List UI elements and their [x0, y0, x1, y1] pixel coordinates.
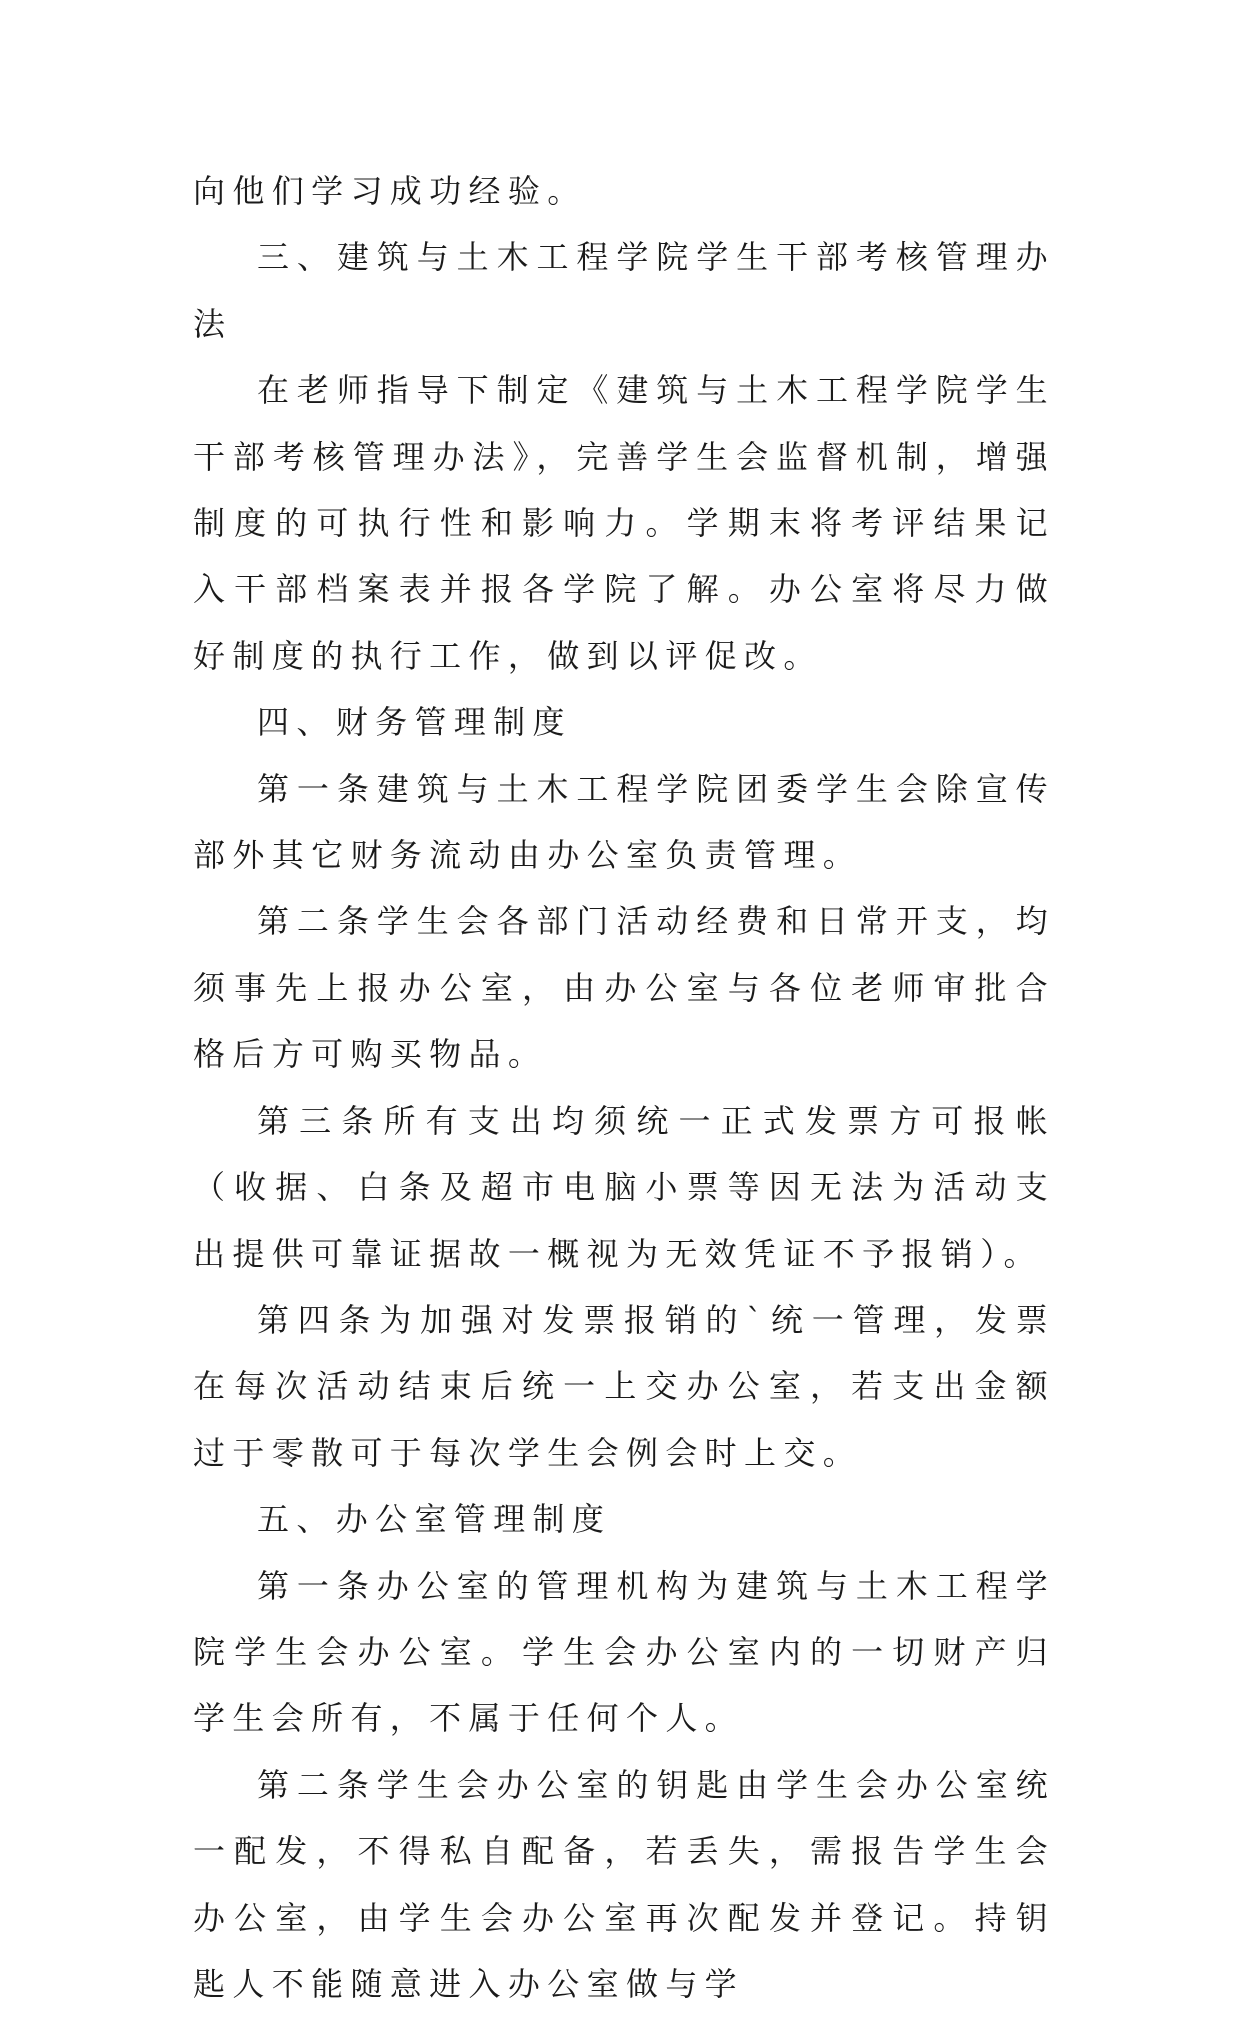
paragraph-continuation: 向他们学习成功经验。 [193, 172, 587, 210]
paragraph-assessment: 在老师指导下制定《建筑与土木工程学院学生干部考核管理办法》，完善学生会监督机制，增强制度的可执行性和影响力。学期末将考评结果记入干部档案表并报各学院了解。办公室将尽力做好制度的执行工作，做到以评促改。 [193, 371, 1055, 675]
finance-article-2: 第二条学生会各部门活动经费和日常开支，均须事先上报办公室，由办公室与各位老师审批合格后方可购买物品。 [193, 902, 1055, 1074]
finance-article-3: 第三条所有支出均须统一正式发票方可报帐（收据、白条及超市电脑小票等因无法为活动支出提供可靠证据故一概视为无效凭证不予报销）。 [193, 1101, 1055, 1273]
finance-article-1: 第一条建筑与土木工程学院团委学生会除宣传部外其它财务流动由办公室负责管理。 [193, 769, 1055, 875]
section-heading-3: 三、建筑与土木工程学院学生干部考核管理办法 [193, 238, 1055, 343]
section-heading-5: 五、办公室管理制度 [257, 1500, 612, 1539]
section-heading-4: 四、财务管理制度 [257, 703, 572, 742]
office-article-1: 第一条办公室的管理机构为建筑与土木工程学院学生会办公室。学生会办公室内的一切财产归学生会所有，不属于任何个人。 [193, 1566, 1055, 1738]
document-body [193, 158, 1055, 2017]
office-article-2: 第二条学生会办公室的钥匙由学生会办公室统一配发，不得私自配备，若丢失，需报告学生会办公室，由学生会办公室再次配发并登记。持钥匙人不能随意进入办公室做与学 [193, 1765, 1055, 2003]
finance-article-4: 第四条为加强对发票报销的`统一管理，发票在每次活动结束后统一上交办公室，若支出金额过于零散可于每次学生会例会时上交。 [193, 1300, 1055, 1472]
